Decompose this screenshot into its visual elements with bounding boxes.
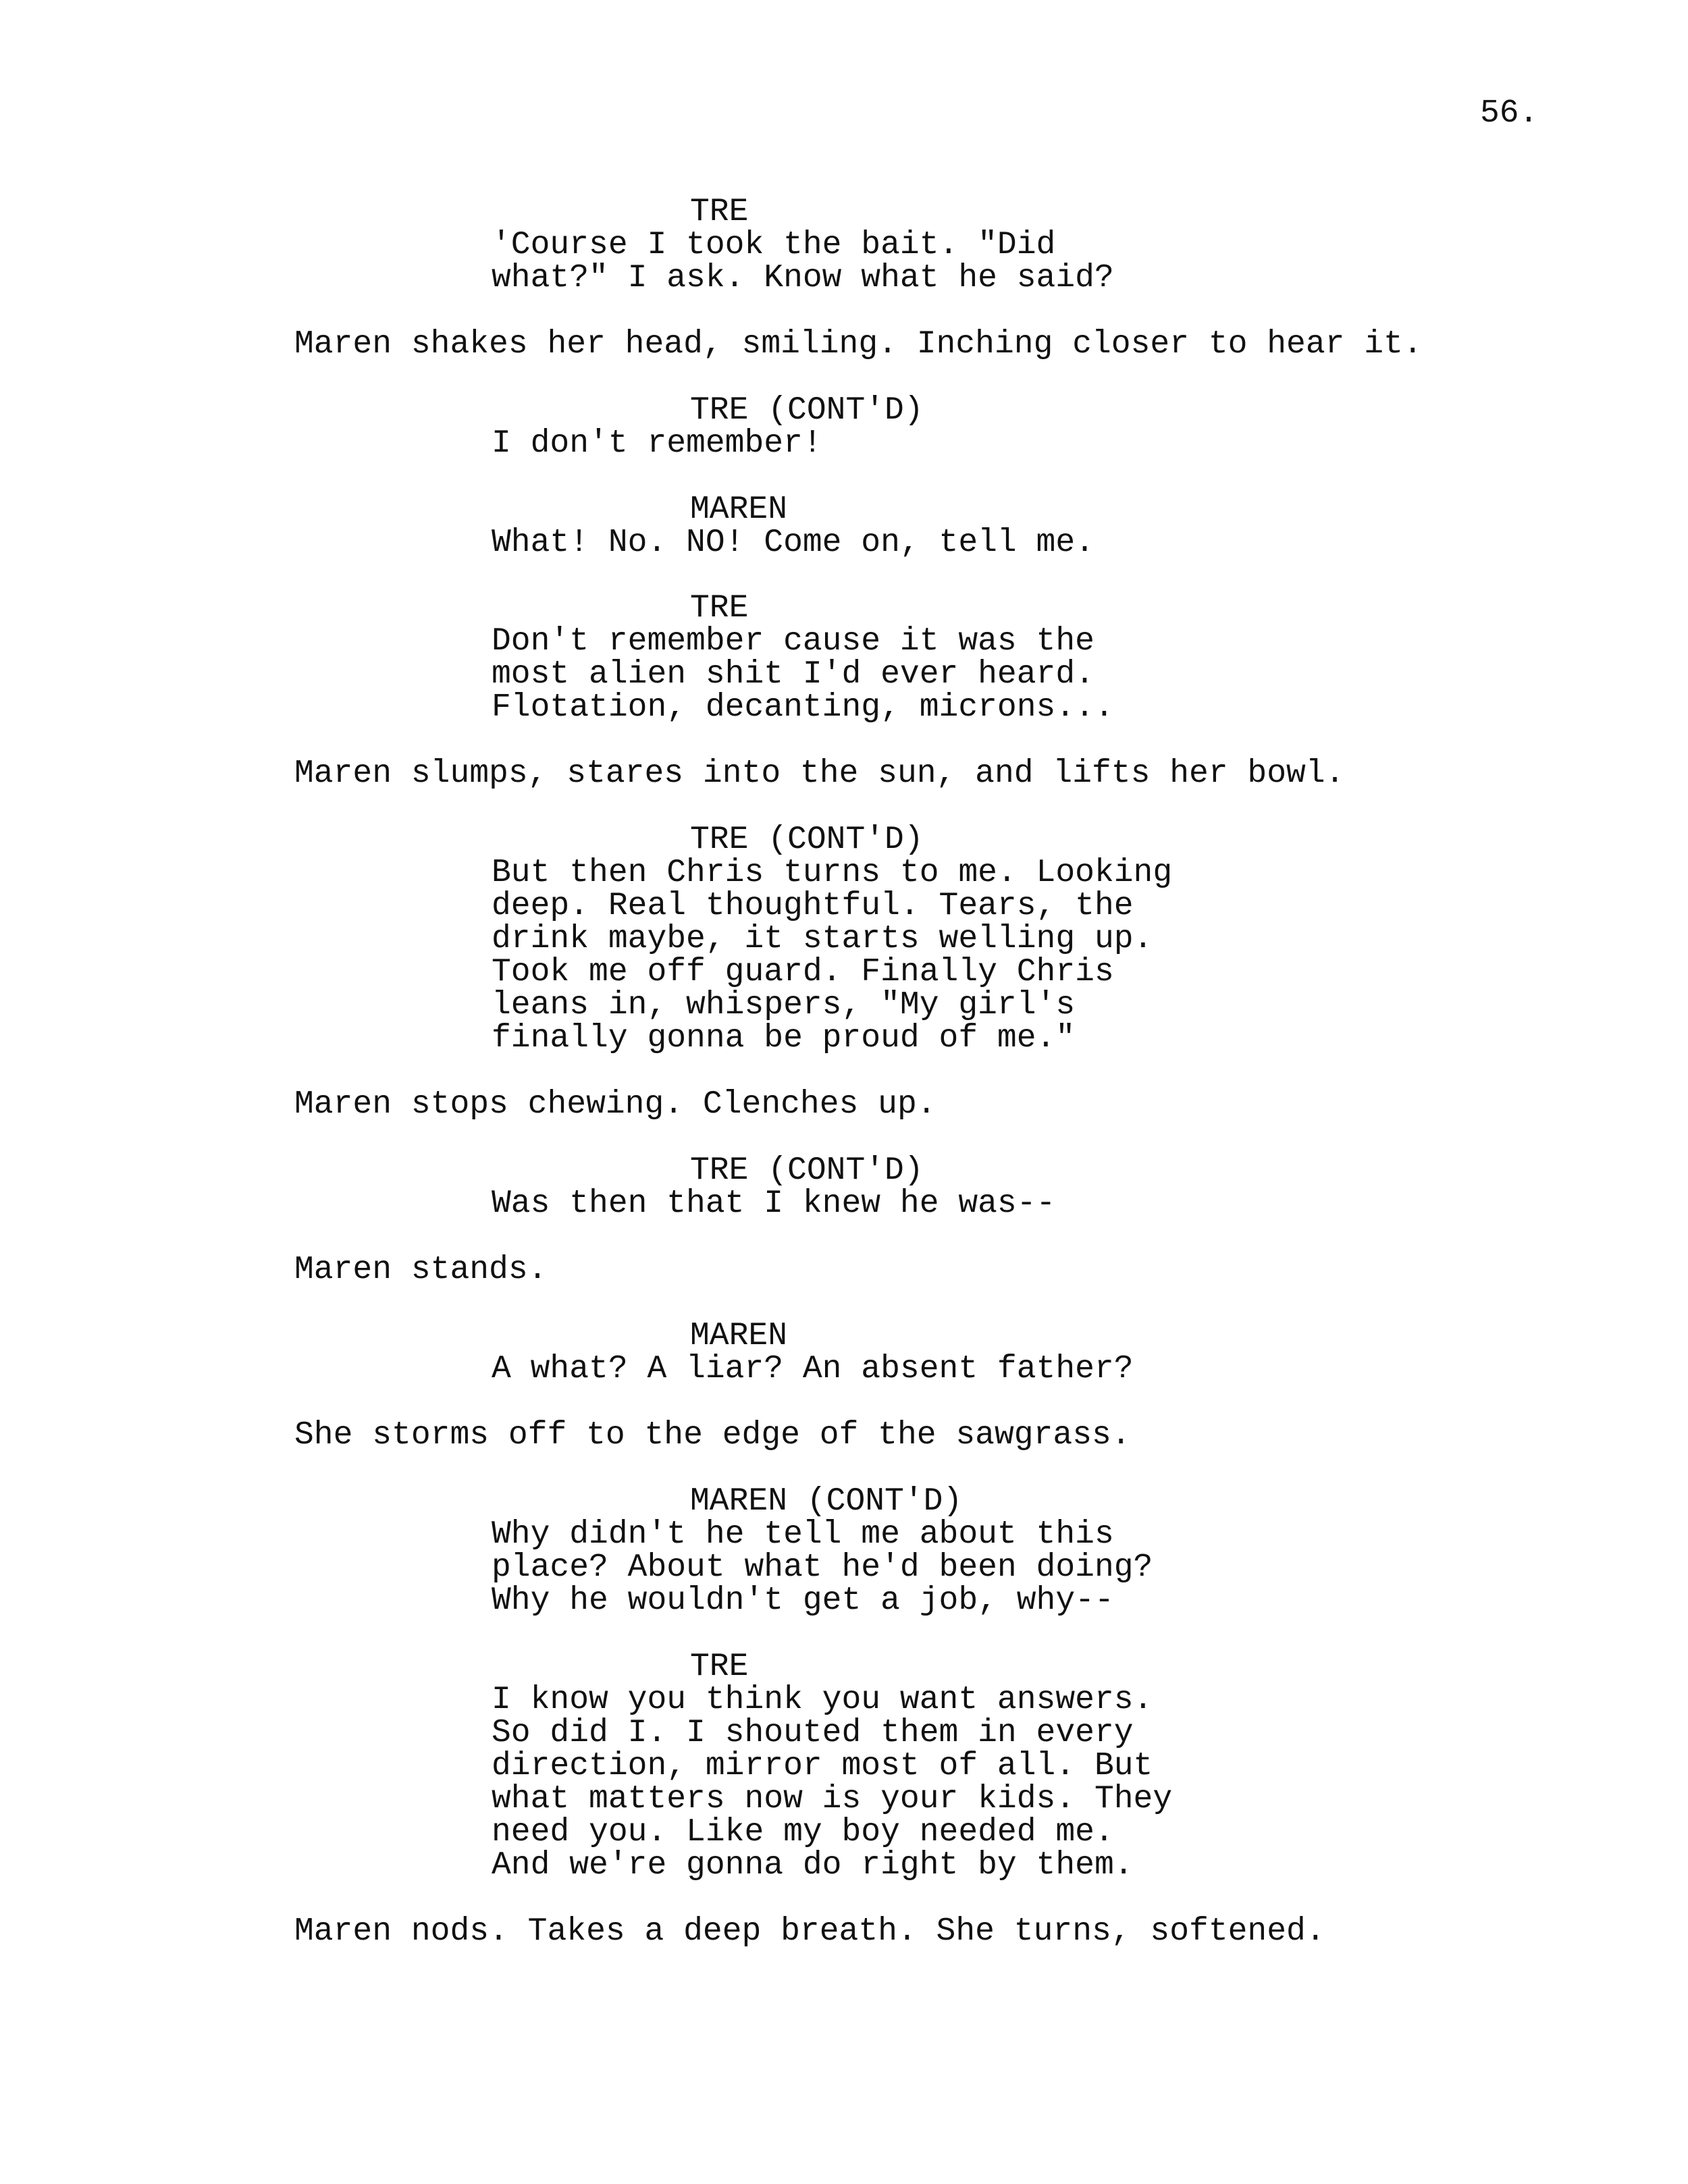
page-number: 56. — [1480, 95, 1539, 132]
dialogue: A what? A liar? An absent father? — [492, 1351, 1134, 1387]
action-line: Maren stops chewing. Clenches up. — [294, 1086, 937, 1123]
character-cue: TRE (CONT'D) — [690, 1152, 924, 1189]
action-line: She storms off to the edge of the sawgrass. — [294, 1417, 1131, 1454]
dialogue: I know you think you want answers. So did I. I shouted them in every direction, mirror most of all. But what matters now is your kids. They need you. Like my boy needed me. And we're gonna do right by them. — [492, 1682, 1173, 1884]
character-cue: TRE (CONT'D) — [690, 392, 924, 429]
dialogue: What! No. NO! Come on, tell me. — [492, 525, 1094, 561]
dialogue: I don't remember! — [492, 425, 822, 462]
character-cue: MAREN — [690, 491, 788, 528]
action-line: Maren nods. Takes a deep breath. She turns, softened. — [294, 1913, 1325, 1950]
character-cue: TRE — [690, 194, 749, 230]
dialogue: Was then that I knew he was-- — [492, 1186, 1056, 1222]
action-line: Maren stands. — [294, 1252, 548, 1288]
character-cue: MAREN — [690, 1318, 788, 1354]
character-cue: MAREN (CONT'D) — [690, 1483, 963, 1520]
dialogue: But then Chris turns to me. Looking deep. Real thoughtful. Tears, the drink maybe, it starts welling up. Took me off guard. Finally Chris leans in, whispers, "My girl's finally gonna be proud of me." — [492, 855, 1173, 1057]
character-cue: TRE (CONT'D) — [690, 822, 924, 858]
dialogue: 'Course I took the bait. "Did what?" I ask. Know what he said? — [492, 227, 1114, 296]
action-line: Maren shakes her head, smiling. Inching closer to hear it. — [294, 326, 1423, 363]
character-cue: TRE — [690, 1649, 749, 1685]
dialogue: Why didn't he tell me about this place? About what he'd been doing? Why he wouldn't get a job, why-- — [492, 1516, 1153, 1619]
dialogue: Don't remember cause it was the most alien shit I'd ever heard. Flotation, decanting, microns... — [492, 623, 1114, 726]
action-line: Maren slumps, stares into the sun, and lifts her bowl. — [294, 755, 1345, 792]
character-cue: TRE — [690, 590, 749, 627]
